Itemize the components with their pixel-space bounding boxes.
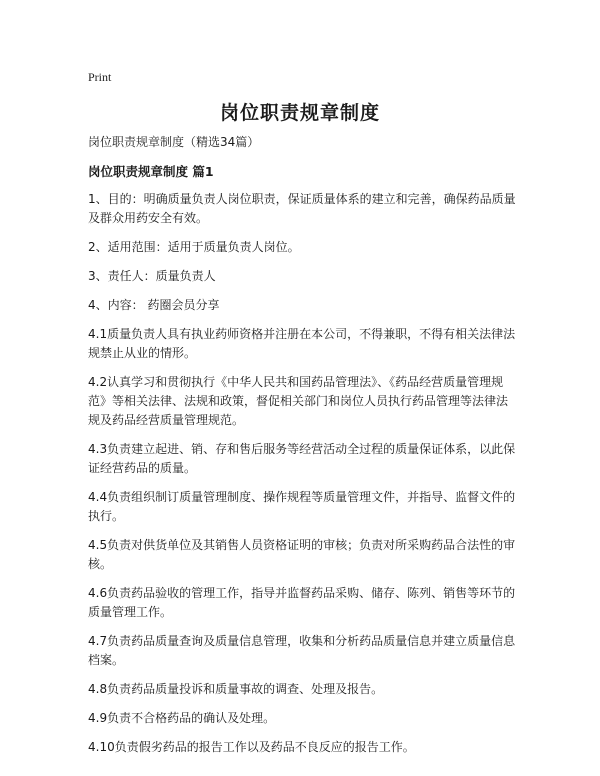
page-title: 岗位职责规章制度 [219, 102, 380, 124]
paragraph-4-5: 4.5负责对供货单位及其销售人员资格证明的审核；负责对所采购药品合法性的审核。 [88, 538, 516, 571]
paragraph-4-2: 4.2认真学习和贯彻执行《中华人民共和国药品管理法》、《药品经营质量管理规范》等相关法律、法规和政策，督促相关部门和岗位人员执行药品管理等法律法规及药品经营质量管理规范。 [88, 375, 509, 427]
document-subtitle: 岗位职责规章制度（精选34篇） [88, 135, 260, 149]
document-body [88, 133, 518, 767]
paragraph-4-6: 4.6负责药品验收的管理工作，指导并监督药品采购、储存、陈列、销售等环节的质量管理工作。 [88, 586, 516, 619]
paragraph-responsible: 3、责任人：质量负责人 [88, 269, 216, 283]
paragraph-4-9: 4.9负责不合格药品的确认及处理。 [88, 711, 276, 725]
paragraph-4-7: 4.7负责药品质量查询及质量信息管理，收集和分析药品质量信息并建立质量信息档案。 [88, 634, 516, 667]
paragraph-4-4: 4.4负责组织制订质量管理制度、操作规程等质量管理文件，并指导、监督文件的执行。 [88, 490, 516, 523]
paragraph-purpose: 1、目的：明确质量负责人岗位职责，保证质量体系的建立和完善，确保药品质量及群众用药安全有效。 [88, 192, 516, 225]
paragraph-4-8: 4.8负责药品质量投诉和质量事故的调查、处理及报告。 [88, 682, 384, 696]
paragraph-content: 4、内容： 药圈会员分享 [88, 298, 220, 312]
section-heading: 岗位职责规章制度 篇1 [88, 164, 214, 179]
paragraph-4-1: 4.1质量负责人具有执业药师资格并注册在本公司，不得兼职，不得有相关法律法规禁止从业的情形。 [88, 327, 516, 360]
print-link[interactable]: Print [88, 70, 112, 84]
paragraph-4-3: 4.3负责建立起进、销、存和售后服务等经营活动全过程的质量保证体系，以此保证经营药品的质量。 [88, 442, 516, 475]
paragraph-4-10: 4.10负责假劣药品的报告工作以及药品不良反应的报告工作。 [88, 740, 415, 754]
paragraph-scope: 2、适用范围：适用于质量负责人岗位。 [88, 240, 300, 254]
